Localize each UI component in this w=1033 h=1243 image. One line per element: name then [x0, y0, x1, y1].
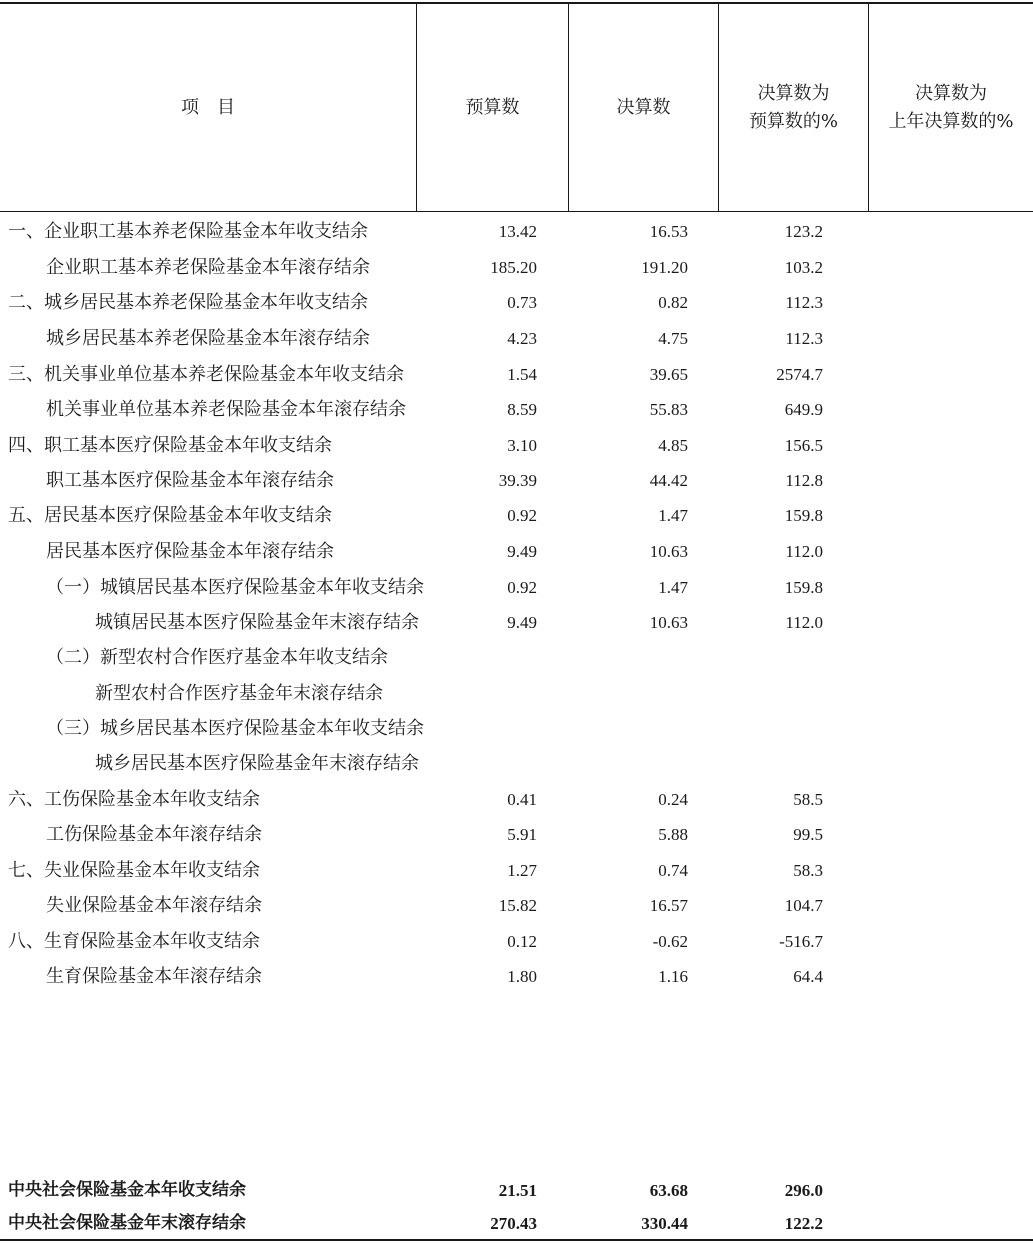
row-budget: 9.49: [507, 613, 537, 632]
header-actual-label: 决算数: [616, 97, 671, 118]
row-budget: 9.49: [507, 542, 537, 561]
total-row: [0, 1206, 1033, 1241]
row-label: （一）城镇居民基本医疗保险基金本年收支结余: [46, 577, 424, 598]
row-actual: 10.63: [649, 542, 688, 561]
row-pct: 112.8: [785, 471, 823, 490]
row-label: 生育保险基金本年滚存结余: [46, 966, 262, 987]
row-pct: 104.7: [784, 896, 823, 915]
header-budget-label: 预算数: [465, 97, 520, 118]
header-budget: [417, 4, 568, 212]
total-label: 中央社会保险基金本年收支结余: [8, 1180, 246, 1200]
row-budget: 185.20: [490, 258, 537, 277]
row-budget: 0.73: [507, 293, 537, 312]
row-pct: 99.5: [793, 825, 823, 844]
row-pct: 123.2: [784, 222, 823, 241]
table-row: [0, 428, 1033, 463]
row-pct: 159.8: [784, 578, 823, 597]
row-budget: 4.23: [507, 329, 537, 348]
row-label: 七、失业保险基金本年收支结余: [8, 860, 260, 881]
row-pct: [722, 676, 823, 711]
header-pct-budget-line2: 预算数的%: [748, 111, 839, 132]
table-row: [0, 924, 1033, 959]
row-pct: 649.9: [784, 400, 823, 419]
header-item-label: 项 目: [181, 97, 235, 118]
row-label: 工伤保险基金本年滚存结余: [46, 824, 262, 845]
row-label: 城乡居民基本养老保险基金本年滚存结余: [46, 328, 370, 349]
row-actual: [572, 676, 688, 711]
row-budget: 3.10: [507, 436, 537, 455]
total-pct: 296.0: [784, 1181, 823, 1200]
row-label: 三、机关事业单位基本养老保险基金本年收支结余: [8, 364, 404, 385]
table-row: [0, 640, 1033, 675]
row-actual: 0.24: [658, 790, 688, 809]
row-budget: [420, 746, 537, 781]
total-pct: 122.2: [784, 1214, 823, 1233]
header-pct-prev-line1: 决算数为: [915, 83, 987, 104]
row-budget: 5.91: [507, 825, 537, 844]
row-budget: [420, 676, 537, 711]
row-label: 六、工伤保险基金本年收支结余: [8, 789, 260, 810]
row-actual: 4.85: [658, 436, 688, 455]
row-label: 城镇居民基本医疗保险基金年末滚存结余: [95, 612, 419, 633]
row-label: 城乡居民基本医疗保险基金年末滚存结余: [95, 753, 419, 774]
total-budget: 21.51: [498, 1181, 537, 1200]
row-budget: 0.41: [507, 790, 537, 809]
row-pct: 58.5: [793, 790, 823, 809]
row-budget: [420, 711, 537, 746]
row-pct: 112.3: [785, 293, 823, 312]
row-pct: [722, 640, 823, 675]
row-actual: 0.74: [658, 861, 688, 880]
row-actual: 4.75: [658, 329, 688, 348]
row-label: 一、企业职工基本养老保险基金本年收支结余: [8, 221, 368, 242]
row-budget: 15.82: [498, 896, 537, 915]
row-actual: [572, 746, 688, 781]
row-budget: 13.42: [498, 222, 537, 241]
row-label: （三）城乡居民基本医疗保险基金本年收支结余: [46, 718, 424, 739]
table-row: [0, 959, 1033, 994]
table-row: [0, 853, 1033, 888]
table-row: [0, 463, 1033, 498]
row-actual: 10.63: [649, 613, 688, 632]
table-row: [0, 746, 1033, 781]
table-row: [0, 321, 1033, 356]
row-label: 居民基本医疗保险基金本年滚存结余: [46, 541, 334, 562]
total-row: [0, 1173, 1033, 1208]
table-row: [0, 711, 1033, 746]
row-actual: 191.20: [641, 258, 688, 277]
row-actual: 5.88: [658, 825, 688, 844]
table-row: [0, 570, 1033, 605]
table-row: [0, 392, 1033, 427]
row-actual: 55.83: [649, 400, 688, 419]
row-pct: [722, 746, 823, 781]
row-budget: 39.39: [498, 471, 537, 490]
total-label: 中央社会保险基金年末滚存结余: [8, 1213, 246, 1233]
row-label: 五、居民基本医疗保险基金本年收支结余: [8, 505, 332, 526]
row-label: 机关事业单位基本养老保险基金本年滚存结余: [46, 399, 406, 420]
row-label: 二、城乡居民基本养老保险基金本年收支结余: [8, 292, 368, 313]
row-actual: 16.57: [649, 896, 688, 915]
header-pct-prev: [869, 4, 1033, 212]
table-row: [0, 888, 1033, 923]
header-pct-budget-line1: 决算数为: [757, 83, 830, 104]
row-label: （二）新型农村合作医疗基金本年收支结余: [46, 647, 388, 668]
row-actual: [572, 640, 688, 675]
row-budget: 0.92: [507, 506, 537, 525]
row-pct: 112.0: [785, 542, 823, 561]
row-pct: 58.3: [793, 861, 823, 880]
row-pct: 159.8: [784, 506, 823, 525]
table-row: [0, 605, 1033, 640]
table-row: [0, 214, 1033, 249]
table-row: [0, 534, 1033, 569]
row-pct: [722, 711, 823, 746]
row-label: 四、职工基本医疗保险基金本年收支结余: [8, 435, 332, 456]
total-actual: 63.68: [649, 1181, 688, 1200]
row-budget: 8.59: [507, 400, 537, 419]
row-actual: 1.47: [658, 506, 688, 525]
header-pct-budget: [719, 4, 868, 212]
row-pct: 156.5: [784, 436, 823, 455]
row-actual: 1.16: [658, 967, 688, 986]
row-label: 企业职工基本养老保险基金本年滚存结余: [46, 257, 370, 278]
row-actual: 1.47: [658, 578, 688, 597]
total-actual: 330.44: [641, 1214, 688, 1233]
row-label: 失业保险基金本年滚存结余: [46, 895, 262, 916]
total-budget: 270.43: [490, 1214, 537, 1233]
row-budget: 0.12: [507, 932, 537, 951]
row-pct: 112.0: [785, 613, 823, 632]
table-row: [0, 676, 1033, 711]
table-row: [0, 357, 1033, 392]
table-row: [0, 498, 1033, 533]
header-actual: [569, 4, 718, 212]
table-row: [0, 285, 1033, 320]
row-actual: [572, 711, 688, 746]
table-row: [0, 250, 1033, 285]
row-actual: 44.42: [649, 471, 688, 490]
row-actual: -0.62: [652, 932, 688, 951]
row-pct: 64.4: [793, 967, 823, 986]
row-budget: 0.92: [507, 578, 537, 597]
row-actual: 0.82: [658, 293, 688, 312]
row-budget: [420, 640, 537, 675]
row-actual: 39.65: [649, 365, 688, 384]
row-pct: 2574.7: [776, 365, 823, 384]
table-row: [0, 782, 1033, 817]
row-budget: 1.27: [507, 861, 537, 880]
header-pct-prev-line2: 上年决算数的%: [888, 111, 1014, 132]
row-pct: 112.3: [785, 329, 823, 348]
table-row: [0, 817, 1033, 852]
row-pct: 103.2: [784, 258, 823, 277]
row-actual: 16.53: [649, 222, 688, 241]
row-budget: 1.54: [507, 365, 537, 384]
row-pct: -516.7: [779, 932, 823, 951]
row-label: 职工基本医疗保险基金本年滚存结余: [46, 470, 334, 491]
row-budget: 1.80: [507, 967, 537, 986]
header-item: [0, 4, 416, 212]
row-label: 八、生育保险基金本年收支结余: [8, 931, 260, 952]
row-label: 新型农村合作医疗基金年末滚存结余: [95, 683, 383, 704]
